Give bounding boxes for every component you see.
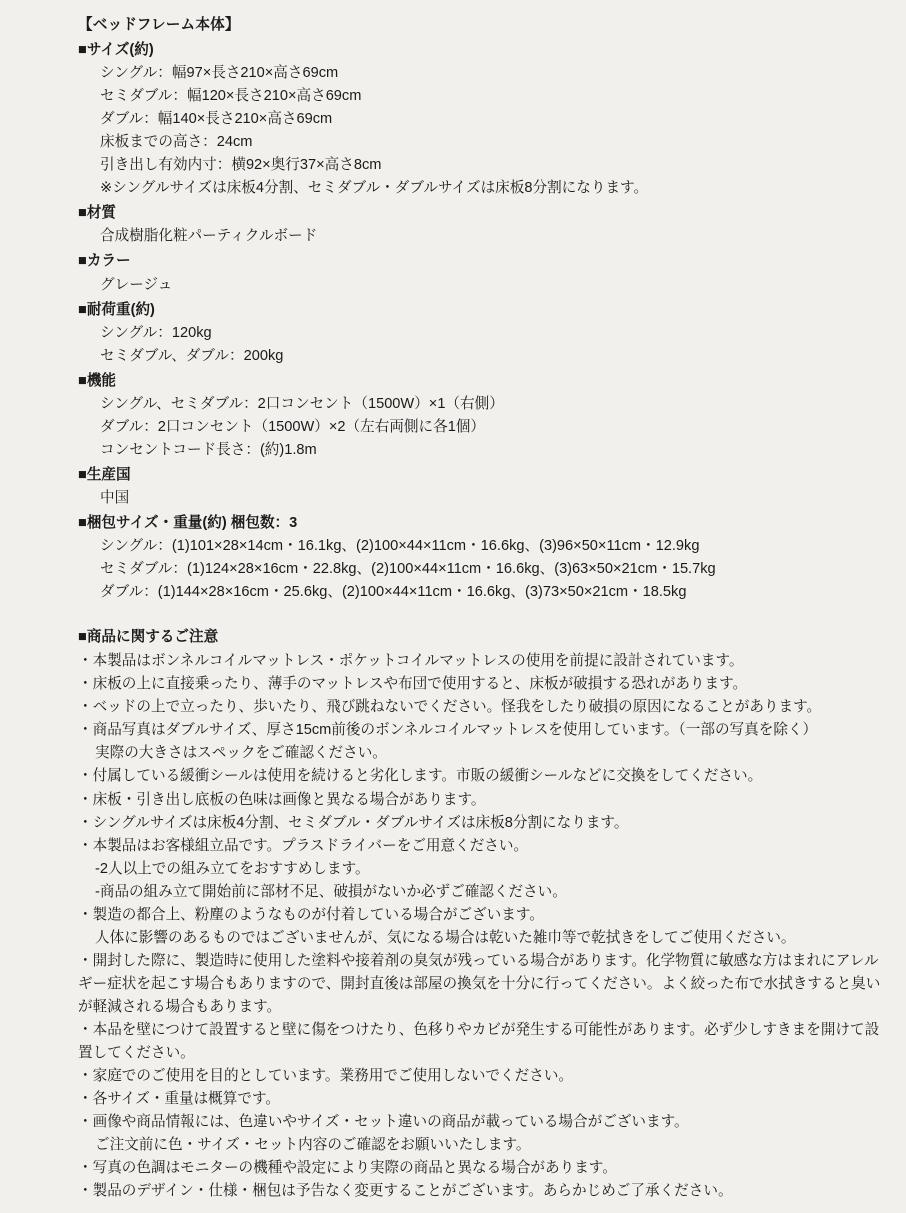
product-notes-block	[78, 626, 882, 1203]
note-item: ・床板・引き出し底板の色味は画像と異なる場合があります。	[78, 791, 486, 808]
spec-line: グレージュ	[100, 276, 173, 293]
spec-line: ダブル：幅140×長さ210×高さ69cm	[100, 111, 333, 128]
spec-line: 引き出し有効内寸：横92×奥行37×高さ8cm	[100, 157, 382, 174]
note-item: ・製品のデザイン・仕様・梱包は予告なく変更することがございます。あらかじめご了承ください。	[78, 1183, 733, 1200]
note-item: ・本製品はボンネルコイルマットレス・ポケットコイルマットレスの使用を前提に設計されています。	[78, 653, 744, 670]
product-title: 【ベッドフレーム本体】	[78, 17, 240, 33]
spec-line: ※シングルサイズは床板4分割、セミダブル・ダブルサイズは床板8分割になります。	[100, 180, 649, 197]
note-item: ・家庭でのご使用を目的としています。業務用でご使用しないでください。	[78, 1068, 574, 1085]
spec-line: 中国	[100, 489, 130, 506]
product-specification-block	[78, 14, 882, 604]
spec-line: セミダブル：幅120×長さ210×高さ69cm	[100, 88, 362, 105]
spec-group-heading: ■梱包サイズ・重量(約) 梱包数：3	[78, 514, 298, 531]
spec-line: セミダブル、ダブル：200kg	[100, 347, 284, 364]
note-sub-line: 人体に影響のあるものではございませんが、気になる場合は乾いた雑巾等で乾拭きをしてご使用ください。	[95, 929, 796, 946]
note-sub-line: ご注文前に色・サイズ・セット内容のご確認をお願いいたします。	[95, 1137, 531, 1154]
note-item: ・付属している緩衝シールは使用を続けると劣化します。市販の緩衝シールなどに交換をしてください。	[78, 768, 763, 785]
note-item: ・床板の上に直接乗ったり、薄手のマットレスや布団で使用すると、床板が破損する恐れがあります。	[78, 676, 748, 693]
note-item: ・開封した際に、製造時に使用した塗料や接着剤の臭気が残っている場合があります。化学物質に敏感な方はまれにアレルギー症状を起こす場合もありますので、開封直後は部屋の換気を十分に行ってください。よく絞った布で水拭きすると臭いが軽減される場合もあります。	[78, 952, 881, 1015]
note-sub-line: 実際の大きさはスペックをご確認ください。	[95, 745, 387, 762]
spec-group-heading: ■生産国	[78, 466, 131, 483]
notes-list	[78, 650, 882, 1203]
spec-line: セミダブル：(1)124×28×16cm・22.8kg、(2)100×44×11cm・16.6kg、(3)63×50×21cm・15.7kg	[100, 561, 716, 578]
spec-groups	[78, 39, 882, 604]
spec-group-heading: ■耐荷重(約)	[78, 301, 155, 318]
note-item: ・商品写真はダブルサイズ、厚さ15cm前後のボンネルコイルマットレスを使用しています。（一部の写真を除く）	[78, 722, 818, 739]
spec-line: 床板までの高さ：24cm	[100, 134, 253, 151]
spec-group-heading: ■材質	[78, 205, 117, 222]
spec-group-heading: ■機能	[78, 372, 117, 389]
note-item: ・本品を壁につけて設置すると壁に傷をつけたり、色移りやカビが発生する可能性があります。必ず少しすきまを開けて設置してください。	[78, 1021, 880, 1062]
notes-title: ■商品に関するご注意	[78, 629, 219, 646]
spec-line: シングル：(1)101×28×14cm・16.1kg、(2)100×44×11cm・16.6kg、(3)96×50×11cm・12.9kg	[100, 538, 700, 555]
spec-line: シングル：幅97×長さ210×高さ69cm	[100, 65, 339, 82]
note-item: ・シングルサイズは床板4分割、セミダブル・ダブルサイズは床板8分割になります。	[78, 814, 629, 831]
note-item: ・写真の色調はモニターの機種や設定により実際の商品と異なる場合があります。	[78, 1160, 617, 1177]
note-item: ・本製品はお客様組立品です。プラスドライバーをご用意ください。	[78, 837, 529, 854]
spec-group-heading: ■サイズ(約)	[78, 42, 154, 59]
spec-line: シングル、セミダブル：2口コンセント（1500W）×1（右側）	[100, 395, 504, 412]
section-spacer	[78, 604, 882, 626]
spec-line: ダブル：2口コンセント（1500W）×2（左右両側に各1個）	[100, 418, 485, 435]
spec-line: シングル：120kg	[100, 324, 212, 341]
spec-line: 合成樹脂化粧パーティクルボード	[100, 228, 318, 245]
spec-line: コンセントコード長さ：(約)1.8m	[100, 441, 317, 458]
note-sub-line: -商品の組み立て開始前に部材不足、破損がないか必ずご確認ください。	[95, 883, 567, 900]
note-item: ・画像や商品情報には、色違いやサイズ・セット違いの商品が載っている場合がございます。	[78, 1114, 689, 1131]
note-sub-line: -2人以上での組み立てをおすすめします。	[95, 860, 370, 877]
spec-group-heading: ■カラー	[78, 253, 131, 270]
note-item: ・ベッドの上で立ったり、歩いたり、飛び跳ねないでください。怪我をしたり破損の原因になることがあります。	[78, 699, 822, 716]
note-item: ・各サイズ・重量は概算です。	[78, 1091, 280, 1108]
note-item: ・製造の都合上、粉塵のようなものが付着している場合がございます。	[78, 906, 544, 923]
spec-line: ダブル：(1)144×28×16cm・25.6kg、(2)100×44×11cm・16.6kg、(3)73×50×21cm・18.5kg	[100, 584, 687, 601]
